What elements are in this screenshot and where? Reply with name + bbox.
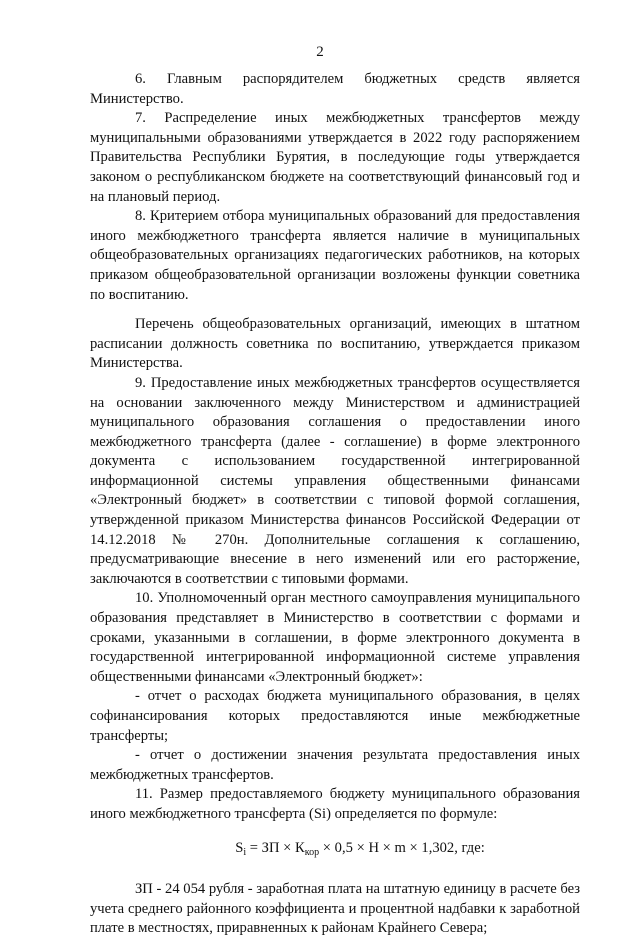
- paragraph-7: 7. Распределение иных межбюджетных трансфертов между муниципальными образованиями утверждается в 2022 году распоряжением Правительства Республики Бурятия, в последующие годы утверждается законом о республиканском бюджете на соответствующий финансовый год и на плановый период.: [90, 110, 580, 205]
- formula-lhs: S: [235, 839, 244, 856]
- formula-k-subscript: кор: [304, 846, 320, 858]
- page-number: 2: [316, 44, 324, 60]
- paragraph-10: 10. Уполномоченный орган местного самоуправления муниципального образования представляет в Министерство в соответствии с формами и сроками, указанными в соглашении, в форме электронного документа в государственной интегрированной информационной системе управления общественными финансами «Электронный бюджет»:: [90, 590, 580, 685]
- formula-lhs-subscript: i: [243, 846, 247, 858]
- paragraph-9: 9. Предоставление иных межбюджетных трансфертов осуществляется на основании заключенного между Министерством и администрацией муниципального образования соглашения о предоставлении иного межбюджетного трансферта (далее - соглашение) в форме электронного документа с использованием государственной интегрированной информационной системы управления общественными финансами «Электронный бюджет» в соответствии с типовой формой соглашения, утвержденной приказом Министерства финансов Российской Федерации от 14.12.2018 № 270н. Дополнительные соглашения к соглашению, предусматривающие внесение в него изменений или его расторжение, заключаются в соответствии с типовыми формами.: [90, 374, 580, 587]
- paragraph-6: 6. Главным распорядителем бюджетных средств является Министерство.: [90, 71, 580, 107]
- paragraph-8: 8. Критерием отбора муниципальных образований для предоставления иного межбюджетного трансферта является наличие в муниципальных общеобразовательных организациях педагогических работников, на которых приказом общеобразовательной организации возложены функции советника по воспитанию.: [90, 208, 580, 303]
- formula-part-1: = ЗП × К: [246, 839, 305, 856]
- paragraph-10-item-b: - отчет о достижении значения результата предоставления иных межбюджетных трансфертов.: [90, 747, 580, 783]
- paragraph-zp-definition: ЗП - 24 054 рубля - заработная плата на штатную единицу в расчете без учета среднего районного коэффициента и процентной надбавки к заработной плате в местностях, приравненных к районам Крайнего Севера;: [90, 881, 580, 937]
- paragraph-8-list-note: Перечень общеобразовательных организаций, имеющих в штатном расписании должность советника по воспитанию, утверждается приказом Министерства.: [90, 316, 580, 372]
- formula-part-2: × 0,5 × Н × m × 1,302, где:: [319, 839, 485, 856]
- formula: [140, 839, 580, 863]
- paragraph-10-item-a: - отчет о расходах бюджета муниципального образования, в целях софинансирования которых предоставляются иные межбюджетные трансферты;: [90, 688, 580, 744]
- document-body: [90, 70, 580, 939]
- paragraph-gap: [90, 305, 580, 315]
- paragraph-11: 11. Размер предоставляемого бюджету муниципального образования иного межбюджетного трансферта (Si) определяется по формуле:: [90, 786, 580, 822]
